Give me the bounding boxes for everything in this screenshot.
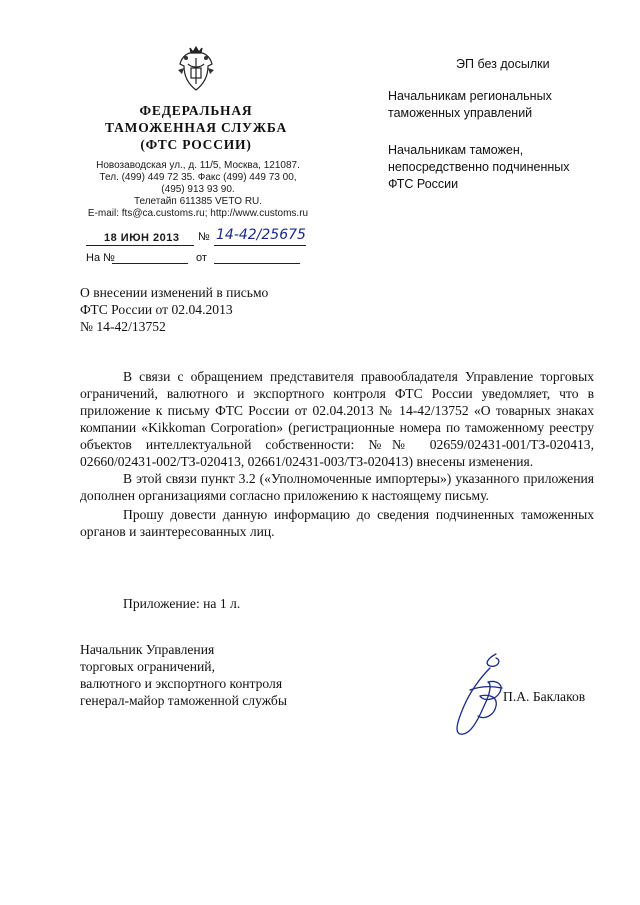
registration-date-field — [86, 231, 194, 246]
coat-of-arms-icon — [174, 44, 218, 94]
subject-line2: ФТС России от 02.04.2013 — [80, 302, 233, 317]
signatory-line2: торговых ограничений, — [80, 659, 215, 674]
org-name-line2: ТАМОЖЕННАЯ СЛУЖБА — [104, 120, 288, 135]
reference-label: На № — [86, 252, 115, 264]
body-paragraph-1: В связи с обращением представителя правообладателя Управление торговых ограничений, валютного и экспортного контроля ФТС России уведомляет, что в приложение к письму ФТС России от 02.04.2013 № 14-42/13752 «О товарных знаках компании «Kikkoman Corporation» (регистрационные номера по таможенному реестру объектов интеллектуальной собственности: №№ 02659/02431-001/ТЗ-020413, 02660/02431-002/ТЗ-020413, 02661/02431-003/ТЗ-020413) внесены изменения. — [80, 369, 594, 469]
address-line2: Тел. (499) 449 72 35. Факс (499) 449 73 00, — [99, 172, 297, 183]
number-sign: № — [198, 231, 210, 243]
from-label: от — [196, 252, 207, 264]
recipient1-line1: Начальникам региональных — [388, 89, 552, 103]
subject — [80, 284, 268, 335]
recipient2-line3: ФТС России — [388, 177, 459, 191]
signatory-title — [80, 641, 287, 709]
subject-line3: № 14-42/13752 — [80, 319, 166, 334]
registration-number-field — [214, 227, 306, 246]
teletype: Телетайп 611385 VETO RU. — [133, 196, 263, 207]
subject-line1: О внесении изменений в письмо — [80, 285, 269, 300]
delivery-note: ЭП без досылки — [456, 57, 550, 71]
org-name-line3: (ФТС РОССИИ) — [140, 137, 252, 152]
body-paragraph-2: В этой связи пункт 3.2 («Уполномоченные импортеры») указанного приложения дополнен организациями согласно приложению к настоящему письму. — [80, 471, 594, 503]
attachment-note: Приложение: на 1 л. — [123, 596, 241, 611]
email-line: E-mail: fts@ca.customs.ru; http://www.customs.ru — [87, 208, 309, 219]
body-paragraph-3: Прошу довести данную информацию до сведения подчиненных таможенных органов и заинтересованных лиц. — [80, 507, 594, 539]
registration-number: 14-42/25675 — [216, 227, 306, 243]
address-line1: Новозаводская ул., д. 11/5, Москва, 121087. — [96, 160, 300, 171]
signatory-line3: валютного и экспортного контроля — [80, 676, 283, 691]
signatory-name: П.А. Баклаков — [503, 689, 586, 704]
reference-date-line — [214, 250, 300, 264]
recipient2-line1: Начальникам таможен, — [388, 143, 524, 157]
org-name-line1: ФЕДЕРАЛЬНАЯ — [139, 103, 253, 118]
letter-body — [80, 368, 594, 540]
recipient1-line2: таможенных управлений — [388, 106, 533, 120]
reference-number-line — [112, 250, 188, 264]
registration-date: 18 ИЮН 2013 — [104, 232, 180, 244]
recipient2-line2: непосредственно подчиненных — [388, 160, 570, 174]
address-line3: (495) 913 93 90. — [161, 184, 235, 195]
signatory-line1: Начальник Управления — [80, 642, 215, 657]
signatory-line4: генерал-майор таможенной службы — [80, 693, 287, 708]
